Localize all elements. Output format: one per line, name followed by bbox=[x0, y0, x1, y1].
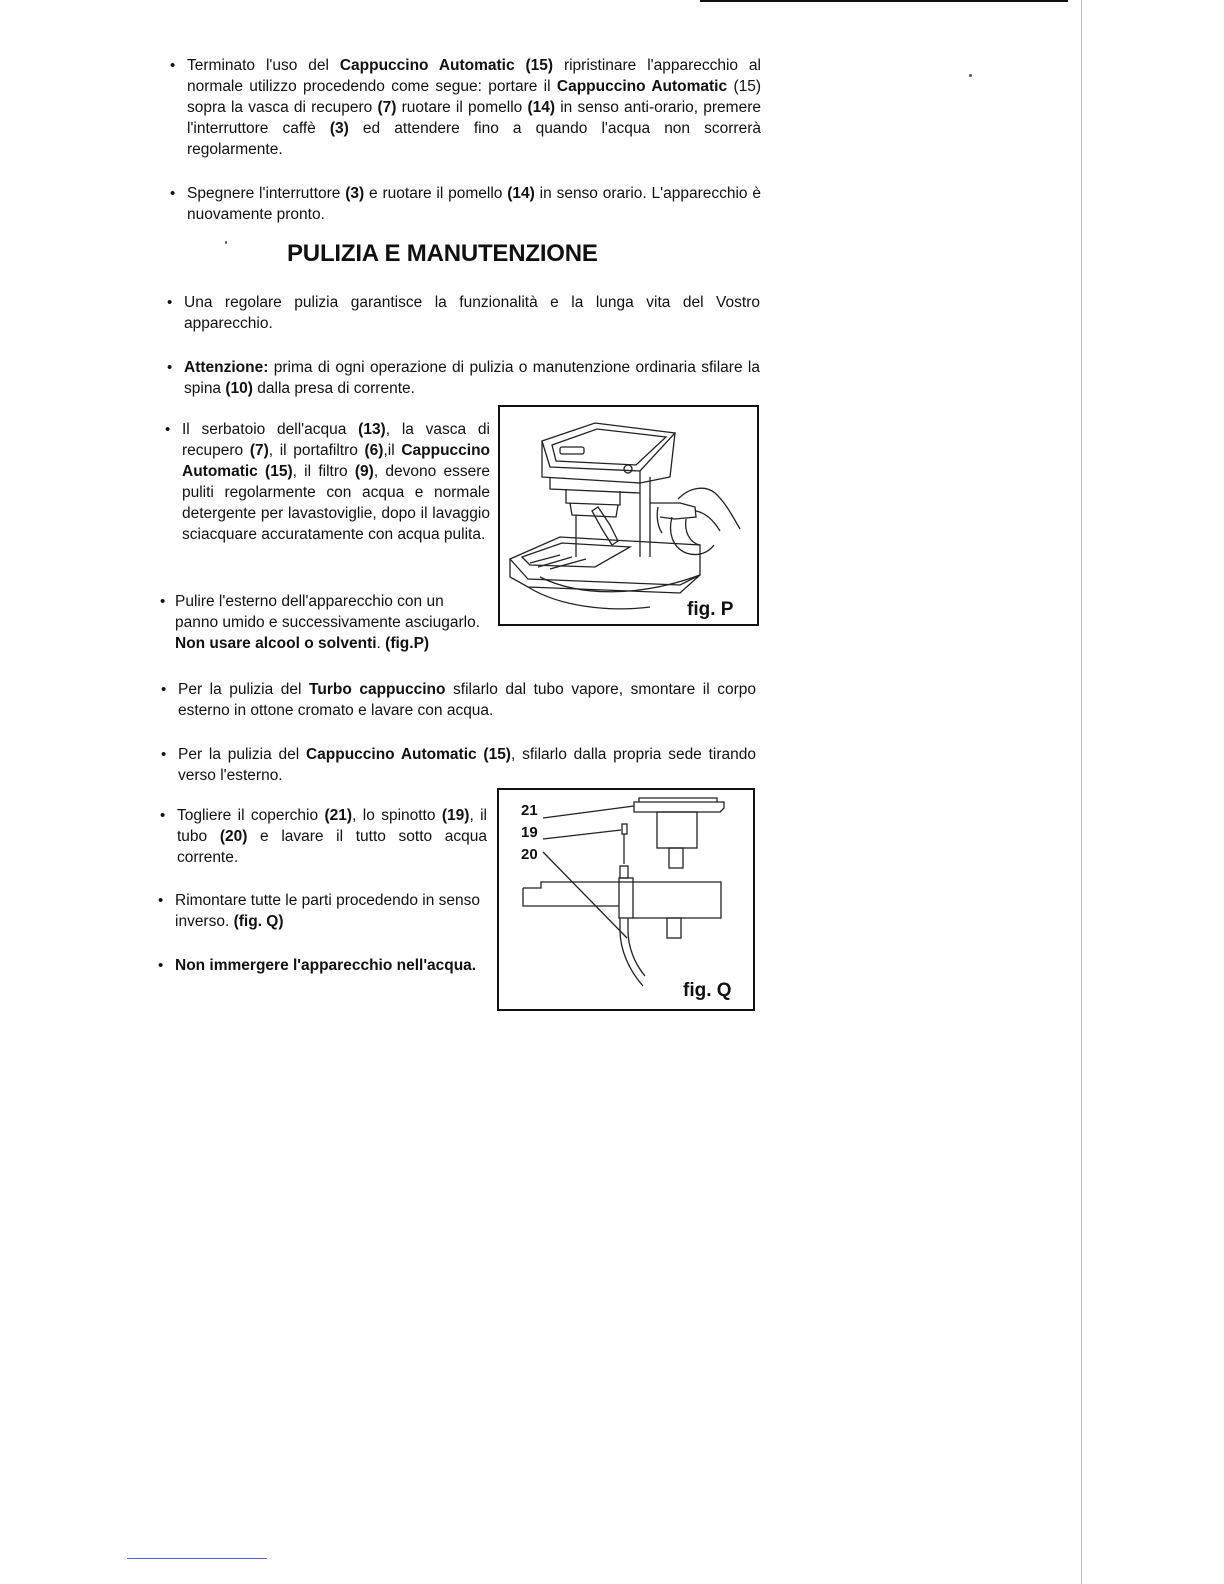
bullet-item bbox=[167, 292, 760, 334]
figure-p-label: fig. P bbox=[687, 599, 734, 620]
bullet-mark: • bbox=[158, 957, 164, 974]
item-text: Per la pulizia del Cappuccino Automatic (15), sfilarlo dalla propria sede tirando verso l'esterno. bbox=[178, 746, 756, 784]
item-text: Attenzione: prima di ogni operazione di pulizia o manutenzione ordinaria sfilare la spina (10) dalla presa di corrente. bbox=[184, 359, 760, 397]
right-page-edge bbox=[1081, 0, 1082, 1584]
item-text: Non immergere l'apparecchio nell'acqua. bbox=[175, 957, 477, 974]
espresso-machine-illustration bbox=[500, 407, 757, 624]
bullet-mark: • bbox=[161, 746, 167, 763]
bullet-item bbox=[161, 744, 756, 786]
callout-19: 19 bbox=[521, 824, 538, 841]
item-text: Terminato l'uso del Cappuccino Automatic (15) ripristinare l'apparecchio al normale utilizzo procedendo come segue: portare il Cappuccino Automatic (15) sopra la vasca di recupero (7) ruotare il pomello (14) in senso anti-orario, premere l'interruttore caffè (3) ed attendere fino a quando l'acqua non scorrerà regolarmente. bbox=[187, 57, 762, 158]
speck-dot bbox=[225, 241, 227, 244]
cappuccino-automatic-exploded-diagram bbox=[499, 790, 753, 1009]
bullet-mark: • bbox=[158, 892, 164, 909]
bullet-mark: • bbox=[167, 359, 173, 376]
bullet-item bbox=[167, 357, 760, 399]
bullet-item bbox=[160, 805, 488, 868]
bullet-mark: • bbox=[170, 185, 176, 202]
bullet-mark: • bbox=[160, 593, 166, 610]
callout-21: 21 bbox=[521, 802, 538, 819]
bullet-item bbox=[170, 55, 762, 160]
figure-q bbox=[497, 788, 755, 1011]
bottom-link-rule bbox=[127, 1558, 267, 1559]
bullet-mark: • bbox=[165, 421, 171, 438]
bullet-mark: • bbox=[160, 807, 166, 824]
bullet-item bbox=[170, 183, 762, 225]
bullet-item bbox=[161, 679, 756, 721]
figure-q-label: fig. Q bbox=[683, 980, 732, 1001]
bullet-item bbox=[165, 419, 491, 545]
section-heading: PULIZIA E MANUTENZIONE bbox=[287, 240, 598, 267]
item-text: Rimontare tutte le parti procedendo in senso inverso. (fig. Q) bbox=[175, 892, 481, 930]
speck-dot bbox=[969, 74, 972, 77]
callout-20: 20 bbox=[521, 846, 538, 863]
bullet-mark: • bbox=[170, 57, 176, 74]
top-rule bbox=[700, 0, 1068, 2]
item-text: Togliere il coperchio (21), lo spinotto (19), il tubo (20) e lavare il tutto sotto acqua corrente. bbox=[177, 807, 488, 866]
item-text: Spegnere l'interruttore (3) e ruotare il pomello (14) in senso orario. L'apparecchio è nuovamente pronto. bbox=[187, 185, 762, 223]
bullet-mark: • bbox=[167, 294, 173, 311]
bullet-item bbox=[158, 955, 487, 976]
bullet-mark: • bbox=[161, 681, 167, 698]
figure-p bbox=[498, 405, 759, 626]
item-text: Per la pulizia del Turbo cappuccino sfilarlo dal tubo vapore, smontare il corpo esterno in ottone cromato e lavare con acqua. bbox=[178, 681, 756, 719]
bullet-item bbox=[158, 890, 487, 932]
item-text: Una regolare pulizia garantisce la funzionalità e la lunga vita del Vostro apparecchio. bbox=[184, 294, 760, 332]
item-text: Pulire l'esterno dell'apparecchio con un panno umido e successivamente asciugarlo. Non usare alcool o solventi. (fig.P) bbox=[175, 593, 481, 652]
item-text: Il serbatoio dell'acqua (13), la vasca di recupero (7), il portafiltro (6),il Cappuccino Automatic (15), il filtro (9), devono essere puliti regolarmente con acqua e normale detergente per lavastoviglie, dopo il lavaggio sciacquare accuratamente con acqua pulita. bbox=[182, 421, 491, 543]
bullet-item bbox=[160, 591, 491, 654]
